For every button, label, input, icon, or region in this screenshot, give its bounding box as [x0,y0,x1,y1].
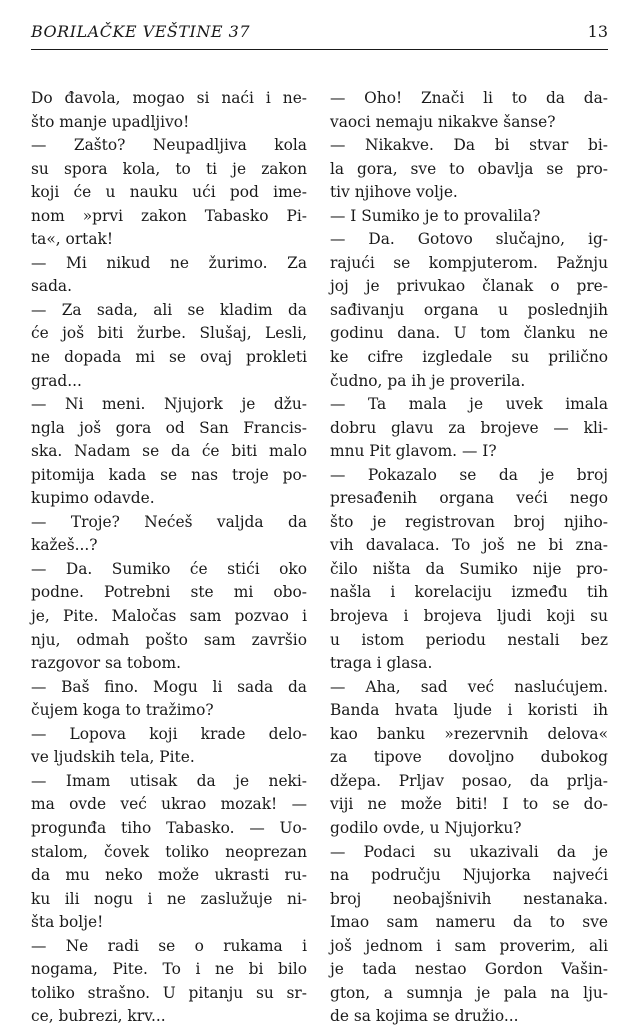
text-line: na području Njujorka najveći [330,866,608,885]
text-line: sada. [31,277,72,296]
text-line: — Da. Sumiko će stići oko [31,559,307,578]
text-line: — Mi nikud ne žurimo. Za [31,253,307,272]
text-line: nogama, Pite. To i ne bi bilo [31,960,307,979]
text-line: Banda hvata ljude i koristi ih [330,701,608,720]
text-line: nju, odmah pošto sam završio [31,630,307,649]
text-line: grad... [31,371,82,390]
text-line: — I Sumiko je to provalila? [330,206,541,225]
text-line: — Podaci su ukazivali da je [330,842,608,861]
page-number: 13 [587,22,608,41]
text-line: — Da. Gotovo slučajno, ig- [330,230,608,249]
text-line: pitomija kada se nas troje po- [31,465,307,484]
text-line: ve ljudskih tela, Pite. [31,748,195,767]
text-line: što manje upadljivo! [31,112,190,131]
text-line: godilo ovde, u Njujorku? [330,818,522,837]
text-line: ma ovde već ukrao mozak! — [31,795,307,814]
text-line: je tada nestao Gordon Vašin- [330,960,608,979]
text-line: mnu Pit glavom. — I? [330,442,497,461]
text-line: — Imam utisak da je neki- [31,771,307,790]
text-line: još jednom i sam proverim, ali [330,936,608,955]
text-line: ngla još gora od San Francis- [31,418,307,437]
text-line: — Zašto? Neupadljiva kola [31,136,307,155]
text-line: godinu dana. U tom članku ne [330,324,608,343]
text-line: čujem koga to tražimo? [31,701,214,720]
page-header [31,20,608,46]
text-line: progunđa tiho Tabasko. — Uo- [31,818,307,837]
text-line: — Lopova koji krade delo- [31,724,307,743]
left-text-column [31,87,307,1029]
text-line: kao banku »rezervnih delova« [330,724,608,743]
text-line: će još biti žurbe. Slušaj, Lesli, [31,324,307,343]
text-line: čilo ništa da Sumiko nije pro- [330,559,608,578]
text-line: — Aha, sad već naslućujem. [330,677,608,696]
text-line: — Ne radi se o rukama i [31,936,307,955]
text-line: u istom periodu nestali bez [330,630,608,649]
text-line: gton, a sumnja je pala na lju- [330,983,608,1002]
text-line: koji će u nauku ući pod ime- [31,183,307,202]
text-line: — Baš fino. Mogu li sada da [31,677,307,696]
text-line: — Nikakve. Da bi stvar bi- [330,136,608,155]
text-line: dobru glavu za brojeve — kli- [330,418,608,437]
text-line: razgovor sa tobom. [31,654,181,673]
text-line: ta«, ortak! [31,230,114,249]
text-line: su spora kola, to ti je zakon [31,159,307,178]
right-text-column [330,87,608,1029]
text-line: vih davalaca. To još ne bi zna- [330,536,608,555]
text-line: ce, bubrezi, krv... [31,1007,166,1026]
text-line: vaoci nemaju nikakve šanse? [330,112,556,131]
text-line: što je registrovan broj njiho- [330,512,608,531]
text-line: kažeš...? [31,536,98,555]
text-line: ku ili nogu i ne zaslužuje ni- [31,889,307,908]
text-line: ne dopada mi se ovaj prokleti [31,348,307,367]
text-line: joj je privukao članak o pre- [330,277,608,296]
text-line: stalom, čovek toliko neoprezan [31,842,307,861]
text-line: — Troje? Nećeš valjda da [31,512,307,531]
text-line: — Ni meni. Njujork je džu- [31,395,307,414]
header-rule [31,49,608,50]
text-line: tiv njihove volje. [330,183,458,202]
text-line: nom »prvi zakon Tabasko Pi- [31,206,307,225]
text-line: Do đavola, mogao si naći i ne- [31,89,307,107]
running-title: BORILAČKE VEŠTINE 37 [31,22,250,41]
text-line: našla i korelaciju između tih [330,583,608,602]
text-line: džepa. Prljav posao, da prlja- [330,771,608,790]
text-line: toliko strašno. U pitanju su sr- [31,983,307,1002]
text-line: Imao sam nameru da to sve [330,913,608,932]
text-line: brojeva i brojeva ljudi koji su [330,607,608,626]
text-line: za tipove dovoljno dubokog [330,748,608,767]
text-line: ke cifre izgledale su prilično [330,348,608,367]
text-line: rajući se kompjuterom. Pažnju [330,253,608,272]
text-line: presađenih organa veći nego [330,489,608,508]
text-line: sađivanju organa u poslednjih [330,300,608,319]
text-line: čudno, pa ih je proverila. [330,371,526,390]
text-line: — Za sada, ali se kladim da [31,300,307,319]
text-line: šta bolje! [31,913,104,932]
text-line: kupimo odavde. [31,489,155,508]
text-line: podne. Potrebni ste mi obo- [31,583,307,602]
text-line: da mu neko može ukrasti ru- [31,866,307,885]
text-line: traga i glasa. [330,654,433,673]
text-line: je, Pite. Maločas sam pozvao i [31,607,307,626]
text-line: broj neobajšnivih nestanaka. [330,889,608,908]
text-line: — Oho! Znači li to da da- [330,89,608,107]
text-line: — Ta mala je uvek imala [330,395,608,414]
text-line: — Pokazalo se da je broj [330,465,608,484]
text-line: viji ne može biti! I to se do- [330,795,608,814]
text-line: la gora, sve to obavlja se pro- [330,159,608,178]
text-line: de sa kojima se družio... [330,1007,519,1026]
text-line: ska. Nadam se da će biti malo [31,442,307,461]
